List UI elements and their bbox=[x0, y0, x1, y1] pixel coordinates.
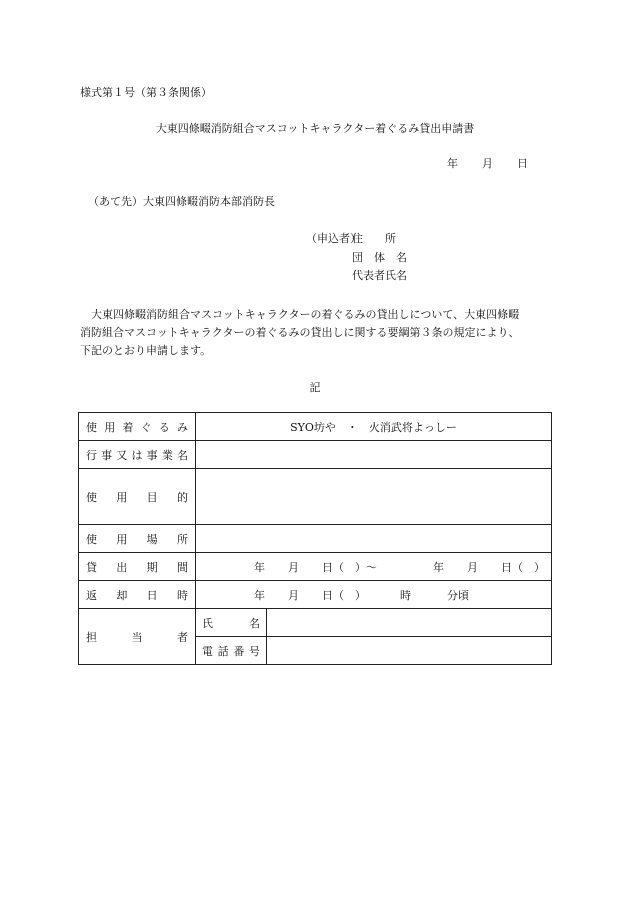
purpose-label: 使用目的 bbox=[86, 490, 188, 504]
period-day1: 日（ ）～ bbox=[322, 560, 377, 574]
row-period bbox=[79, 553, 552, 581]
return-hour: 時 bbox=[400, 588, 411, 602]
addressee: （あて先）大東四條畷消防本部消防長 bbox=[88, 195, 275, 208]
period-day2: 日（ ） bbox=[501, 560, 545, 574]
applicant-group-label: 団 体 名 bbox=[352, 251, 407, 264]
period-field[interactable] bbox=[196, 553, 552, 581]
applicant-rep-label: 代表者氏名 bbox=[352, 269, 407, 282]
return-field[interactable] bbox=[196, 581, 552, 609]
date-year-label: 年 bbox=[447, 157, 458, 170]
date-month-label: 月 bbox=[482, 157, 493, 170]
applicant-address-label: 住 所 bbox=[352, 232, 396, 245]
row-event bbox=[79, 441, 552, 469]
ki-heading: 記 bbox=[309, 381, 321, 394]
period-month2: 月 bbox=[467, 560, 478, 574]
date-line bbox=[447, 155, 528, 171]
costume-value: SYO坊や ・ 火消武将よっしー bbox=[196, 413, 552, 441]
return-year: 年 bbox=[254, 588, 265, 602]
place-label: 使用場所 bbox=[86, 532, 188, 546]
phone-field[interactable] bbox=[267, 637, 552, 665]
body-text-line-1: 大東四條畷消防組合マスコットキャラクターの着ぐるみの貸出しについて、大東四條畷 bbox=[91, 308, 520, 321]
period-month1: 月 bbox=[288, 560, 299, 574]
name-field[interactable] bbox=[267, 609, 552, 637]
place-label-cell bbox=[79, 525, 196, 553]
row-place bbox=[79, 525, 552, 553]
date-day-label: 日 bbox=[517, 157, 528, 170]
phone-label: 電話番号 bbox=[202, 644, 260, 658]
row-person-name bbox=[79, 609, 552, 637]
costume-label-cell bbox=[79, 413, 196, 441]
purpose-label-cell bbox=[79, 469, 196, 525]
return-label-cell bbox=[79, 581, 196, 609]
person-label: 担当者 bbox=[86, 630, 188, 644]
event-field[interactable] bbox=[196, 441, 552, 469]
row-purpose bbox=[79, 469, 552, 525]
row-costume bbox=[79, 413, 552, 441]
row-return bbox=[79, 581, 552, 609]
costume-label: 使用着ぐるみ bbox=[86, 420, 188, 434]
period-label-cell bbox=[79, 553, 196, 581]
return-minute: 分頃 bbox=[447, 588, 469, 602]
name-label: 氏名 bbox=[202, 616, 260, 630]
period-label: 貸出期間 bbox=[86, 560, 188, 574]
name-label-cell bbox=[196, 609, 267, 637]
body-text-line-3: 下記のとおり申請します。 bbox=[80, 344, 212, 357]
place-field[interactable] bbox=[196, 525, 552, 553]
body-text-line-2: 消防組合マスコットキャラクターの着ぐるみの貸出しに関する要綱第３条の規定により、 bbox=[80, 326, 520, 339]
person-label-cell bbox=[79, 609, 196, 665]
event-label: 行事又は事業名 bbox=[86, 448, 188, 462]
event-label-cell bbox=[79, 441, 196, 469]
return-label: 返却日時 bbox=[86, 588, 188, 602]
period-year2: 年 bbox=[433, 560, 444, 574]
return-month: 月 bbox=[288, 588, 299, 602]
return-day: 日（ ） bbox=[322, 588, 366, 602]
phone-label-cell bbox=[196, 637, 267, 665]
form-number: 様式第１号（第３条関係） bbox=[80, 86, 212, 99]
document-title: 大東四條畷消防組合マスコットキャラクター着ぐるみ貸出申請書 bbox=[155, 122, 475, 135]
period-year1: 年 bbox=[254, 560, 265, 574]
application-table bbox=[78, 412, 552, 665]
applicant-prefix: （申込者） bbox=[306, 232, 361, 245]
purpose-field[interactable] bbox=[196, 469, 552, 525]
